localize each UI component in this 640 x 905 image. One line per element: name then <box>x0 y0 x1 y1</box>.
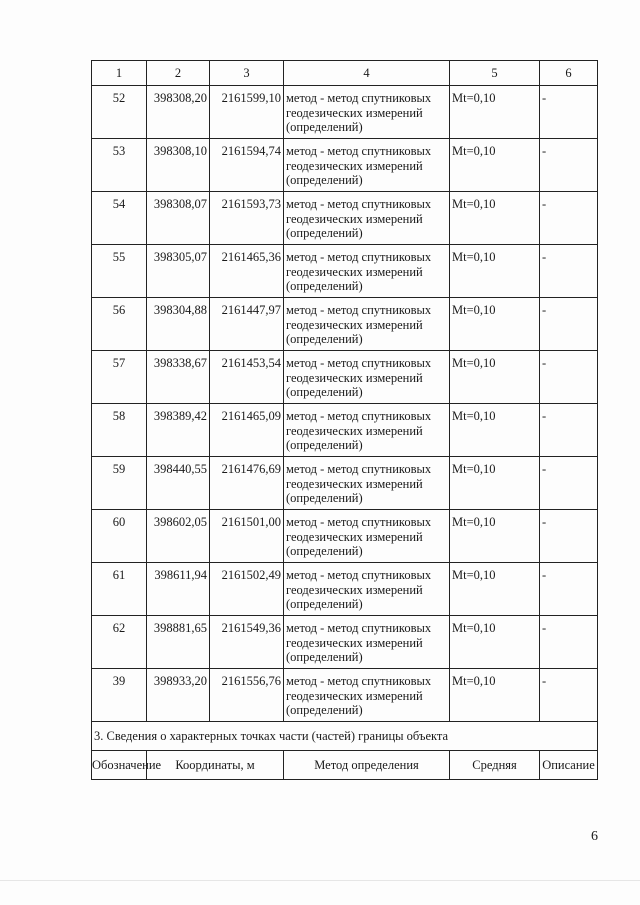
table-row <box>92 139 598 192</box>
coord-x: 398308,10 <box>147 139 210 192</box>
method-cell: метод - метод спутниковых геодезических измерений (определений) <box>284 404 450 457</box>
table-row <box>92 86 598 139</box>
column-header-row <box>92 751 598 780</box>
description-cell: - <box>540 245 598 298</box>
table-row <box>92 192 598 245</box>
method-cell: метод - метод спутниковых геодезических измерений (определений) <box>284 139 450 192</box>
description-header: Описание <box>540 751 598 780</box>
coord-y: 2161593,73 <box>210 192 284 245</box>
accuracy-cell: Mt=0,10 <box>450 245 540 298</box>
table-row <box>92 616 598 669</box>
coord-y: 2161599,10 <box>210 86 284 139</box>
coord-y: 2161476,69 <box>210 457 284 510</box>
coord-x: 398389,42 <box>147 404 210 457</box>
coord-y: 2161465,36 <box>210 245 284 298</box>
accuracy-cell: Mt=0,10 <box>450 457 540 510</box>
method-cell: метод - метод спутниковых геодезических измерений (определений) <box>284 457 450 510</box>
coord-x: 398304,88 <box>147 298 210 351</box>
point-number: 58 <box>92 404 147 457</box>
accuracy-cell: Mt=0,10 <box>450 351 540 404</box>
coord-x: 398338,67 <box>147 351 210 404</box>
description-cell: - <box>540 669 598 722</box>
table-row <box>92 351 598 404</box>
page-number: 6 <box>591 829 598 844</box>
point-number: 55 <box>92 245 147 298</box>
designation-header: Обозначение <box>92 751 147 780</box>
coord-x: 398611,94 <box>147 563 210 616</box>
method-cell: метод - метод спутниковых геодезических измерений (определений) <box>284 616 450 669</box>
description-cell: - <box>540 404 598 457</box>
accuracy-cell: Mt=0,10 <box>450 669 540 722</box>
method-cell: метод - метод спутниковых геодезических измерений (определений) <box>284 192 450 245</box>
table-header-row <box>92 61 598 86</box>
point-number: 53 <box>92 139 147 192</box>
description-cell: - <box>540 616 598 669</box>
point-number: 60 <box>92 510 147 563</box>
point-number: 54 <box>92 192 147 245</box>
point-number: 57 <box>92 351 147 404</box>
description-cell: - <box>540 139 598 192</box>
header-cell: 1 <box>92 61 147 86</box>
coord-y: 2161465,09 <box>210 404 284 457</box>
coord-x: 398308,07 <box>147 192 210 245</box>
accuracy-cell: Mt=0,10 <box>450 404 540 457</box>
method-cell: метод - метод спутниковых геодезических измерений (определений) <box>284 563 450 616</box>
accuracy-cell: Mt=0,10 <box>450 192 540 245</box>
section-title-row <box>92 722 598 751</box>
point-number: 59 <box>92 457 147 510</box>
page-bottom-edge <box>0 880 640 881</box>
method-cell: метод - метод спутниковых геодезических измерений (определений) <box>284 298 450 351</box>
header-cell: 2 <box>147 61 210 86</box>
table-row <box>92 563 598 616</box>
header-cell: 6 <box>540 61 598 86</box>
table-row <box>92 298 598 351</box>
accuracy-cell: Mt=0,10 <box>450 563 540 616</box>
coord-y: 2161556,76 <box>210 669 284 722</box>
description-cell: - <box>540 563 598 616</box>
table-row <box>92 669 598 722</box>
method-cell: метод - метод спутниковых геодезических измерений (определений) <box>284 86 450 139</box>
header-cell: 3 <box>210 61 284 86</box>
point-number: 39 <box>92 669 147 722</box>
description-cell: - <box>540 457 598 510</box>
table-row <box>92 404 598 457</box>
coord-x: 398305,07 <box>147 245 210 298</box>
point-number: 62 <box>92 616 147 669</box>
header-cell: 4 <box>284 61 450 86</box>
method-cell: метод - метод спутниковых геодезических измерений (определений) <box>284 669 450 722</box>
description-cell: - <box>540 86 598 139</box>
coord-x: 398440,55 <box>147 457 210 510</box>
coordinates-table <box>91 60 598 780</box>
coord-y: 2161502,49 <box>210 563 284 616</box>
coord-x: 398933,20 <box>147 669 210 722</box>
accuracy-cell: Mt=0,10 <box>450 616 540 669</box>
coord-x: 398308,20 <box>147 86 210 139</box>
description-cell: - <box>540 510 598 563</box>
coord-y: 2161549,36 <box>210 616 284 669</box>
coord-x: 398881,65 <box>147 616 210 669</box>
table-row <box>92 510 598 563</box>
point-number: 52 <box>92 86 147 139</box>
description-cell: - <box>540 298 598 351</box>
method-cell: метод - метод спутниковых геодезических измерений (определений) <box>284 245 450 298</box>
coordinates-header: Координаты, м <box>147 751 284 780</box>
accuracy-header: Средняя <box>450 751 540 780</box>
table-row <box>92 245 598 298</box>
accuracy-cell: Mt=0,10 <box>450 86 540 139</box>
method-cell: метод - метод спутниковых геодезических измерений (определений) <box>284 351 450 404</box>
coord-y: 2161453,54 <box>210 351 284 404</box>
header-cell: 5 <box>450 61 540 86</box>
point-number: 56 <box>92 298 147 351</box>
accuracy-cell: Mt=0,10 <box>450 298 540 351</box>
description-cell: - <box>540 351 598 404</box>
coord-y: 2161594,74 <box>210 139 284 192</box>
method-cell: метод - метод спутниковых геодезических измерений (определений) <box>284 510 450 563</box>
method-header: Метод определения <box>284 751 450 780</box>
table-row <box>92 457 598 510</box>
point-number: 61 <box>92 563 147 616</box>
accuracy-cell: Mt=0,10 <box>450 510 540 563</box>
section-title: 3. Сведения о характерных точках части (частей) границы объекта <box>92 722 598 751</box>
coord-x: 398602,05 <box>147 510 210 563</box>
coord-y: 2161501,00 <box>210 510 284 563</box>
coord-y: 2161447,97 <box>210 298 284 351</box>
description-cell: - <box>540 192 598 245</box>
accuracy-cell: Mt=0,10 <box>450 139 540 192</box>
